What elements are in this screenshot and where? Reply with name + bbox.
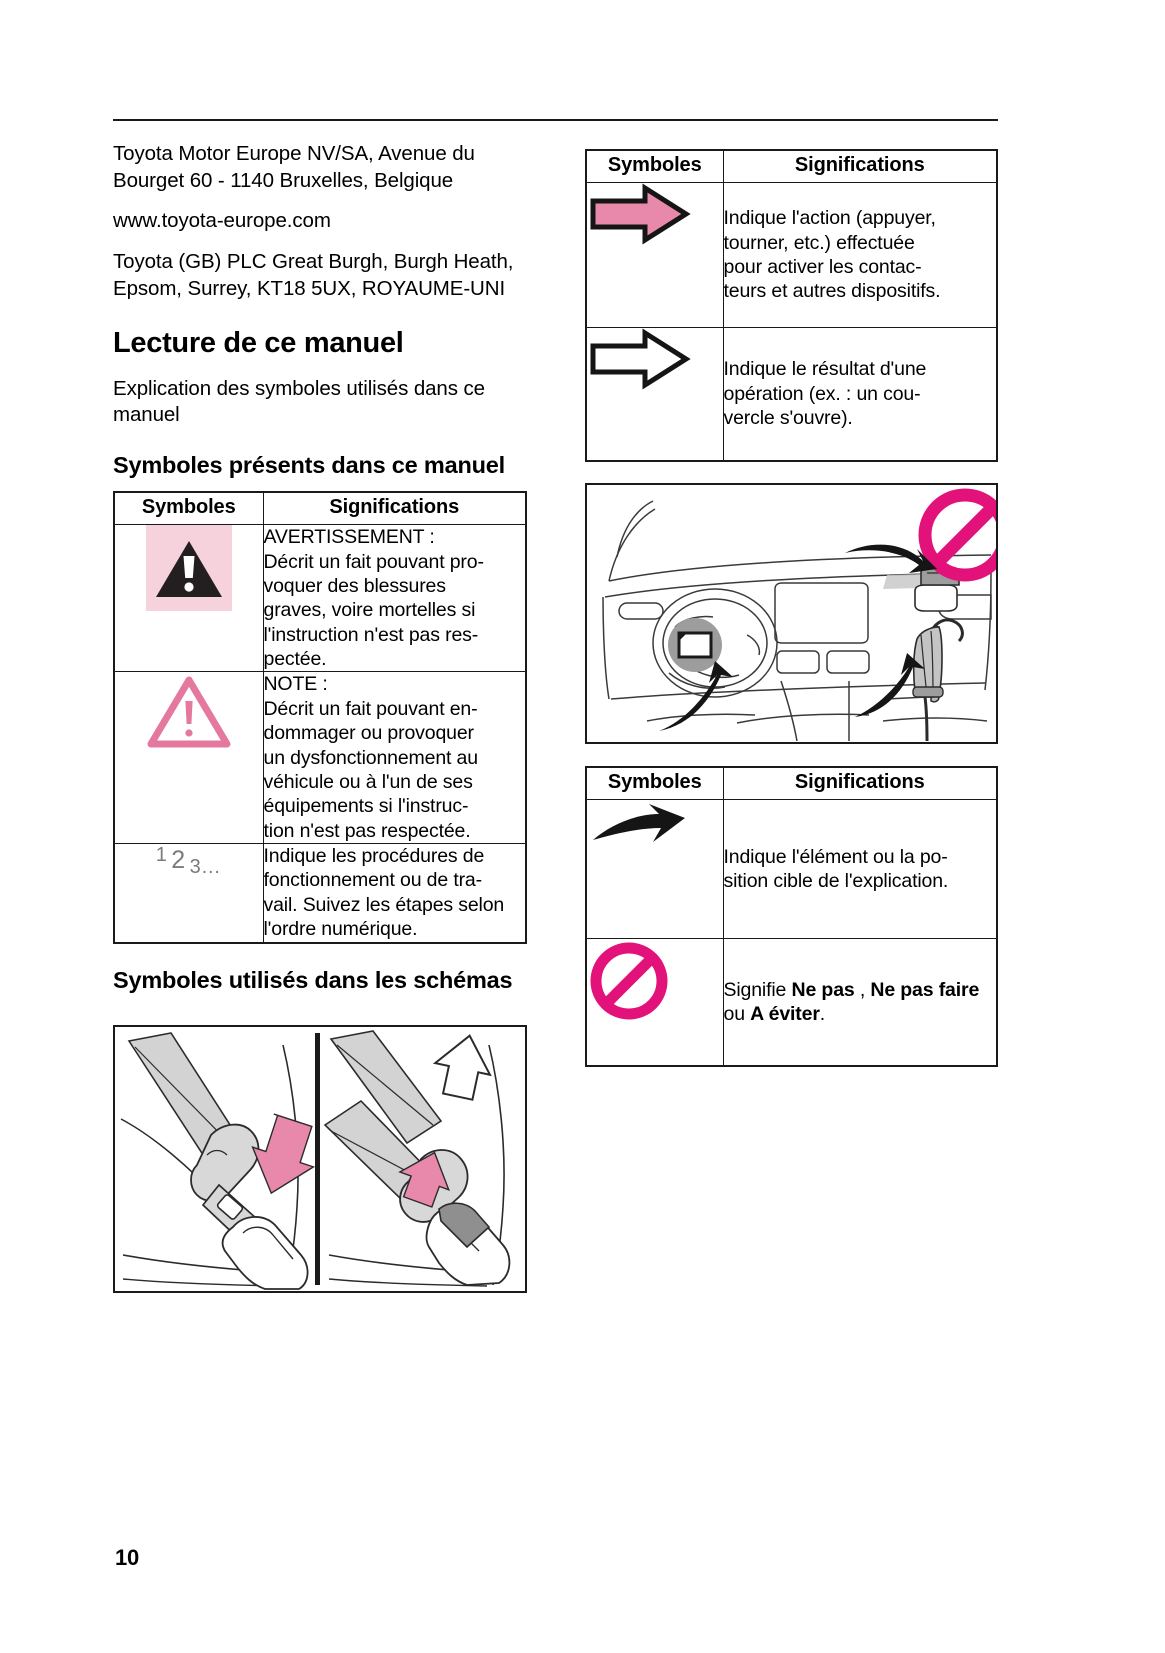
symbol-cell-warning [114, 525, 263, 672]
symbol-cell-note [114, 672, 263, 844]
meaning-cell-pink-arrow: Indique l'action (appuyer, tourner, etc.) effectuée pour activer les contac- teurs et autres dispositifs. [723, 183, 997, 328]
column-header-meanings: Significations [263, 492, 526, 525]
table-header-row [586, 150, 997, 183]
column-header-meanings: Significations [723, 767, 997, 800]
section-heading-symbols-in-manual: Symboles présents dans ce manuel [113, 451, 505, 478]
numbered-steps-icon: 1 2 3… [155, 844, 222, 879]
pink-block-arrow-right-icon [587, 183, 723, 245]
table-row [586, 800, 997, 939]
address-block: Toyota Motor Europe NV/SA, Avenue du Bourget 60 - 1140 Bruxelles, Belgique [113, 142, 475, 192]
seatbelt-buckle-diagram [113, 1025, 527, 1293]
table-row [586, 328, 997, 462]
left-column [113, 141, 527, 1293]
uk-address-block: Toyota (GB) PLC Great Burgh, Burgh Heath, Epsom, Surrey, KT18 5UX, ROYAUME-UNI [113, 249, 514, 300]
table-header-row [114, 492, 526, 525]
meaning-cell-warning: AVERTISSEMENT : Décrit un fait pouvant pro- voquer des blessures graves, voire mortelles si l'instruction n'est pas res- pectée. [263, 525, 526, 672]
meaning-cell-steps: Indique les procédures de fonctionnement ou de tra- vail. Suivez les étapes selon l'ordre numérique. [263, 844, 526, 943]
symbol-cell-pink-arrow [586, 183, 723, 328]
page-number: 10 [115, 1545, 140, 1570]
website-url: www.toyota-europe.com [113, 209, 331, 233]
column-header-symbols: Symboles [114, 492, 263, 525]
section-heading-symbols-in-diagrams: Symboles utilisés dans les schémas [113, 966, 513, 993]
right-column [585, 141, 998, 1067]
outline-block-arrow-right-icon [587, 328, 723, 390]
prohibition-text-mid-1: , [854, 978, 871, 1001]
table-row [114, 672, 526, 844]
column-header-meanings: Significations [723, 150, 997, 183]
meaning-cell-pointer-arrow: Indique l'élément ou la po- sition cible de l'explication. [723, 800, 997, 939]
meaning-cell-outline-arrow: Indique le résultat d'une opération (ex. : un cou- vercle s'ouvre). [723, 328, 997, 462]
prohibition-text-suffix: . [819, 1003, 826, 1025]
column-header-symbols: Symboles [586, 767, 723, 800]
curved-pointer-arrow-icon [587, 800, 723, 854]
symbols-table-arrows [585, 149, 998, 462]
prohibition-circle-icon [925, 495, 996, 575]
page-title: Lecture de ce manuel [113, 327, 404, 360]
symbol-cell-prohibition [586, 939, 723, 1067]
prohibition-text-bold-2: Ne pas faire [870, 978, 980, 1001]
note-triangle-outline-icon [145, 672, 233, 752]
symbols-table-manual [113, 491, 527, 943]
symbols-table-pointers [585, 766, 998, 1067]
warning-triangle-filled-icon [146, 525, 232, 611]
prohibition-text-mid-2: ou [723, 1003, 751, 1025]
symbol-cell-pointer-arrow [586, 800, 723, 939]
meaning-cell-note: NOTE : Décrit un fait pouvant en- dommager ou provoquer un dysfonctionnement au véhicule ou à l'un de ses équipements si l'instruc- tion n'est pas respectée. [263, 672, 526, 844]
column-header-symbols: Symboles [586, 150, 723, 183]
belt-panel-left [121, 1033, 325, 1289]
meaning-cell-prohibition [723, 939, 997, 1067]
symbol-cell-outline-arrow [586, 328, 723, 462]
intro-paragraph: Explication des symboles utilisés dans ce manuel [113, 376, 485, 427]
prohibition-text-bold-1: Ne pas [791, 978, 855, 1001]
dashboard-interior-diagram [585, 483, 998, 744]
symbol-cell-steps [114, 844, 263, 943]
table-row [114, 844, 526, 943]
prohibition-text-prefix: Signifie [723, 978, 792, 1001]
table-row [586, 183, 997, 328]
table-row [114, 525, 526, 672]
header-rule [113, 119, 998, 121]
belt-panel-right [325, 1030, 509, 1286]
table-row [586, 939, 997, 1067]
prohibition-circle-icon [587, 939, 723, 1023]
table-header-row [586, 767, 997, 800]
prohibition-text-bold-3: A éviter [750, 1003, 820, 1025]
